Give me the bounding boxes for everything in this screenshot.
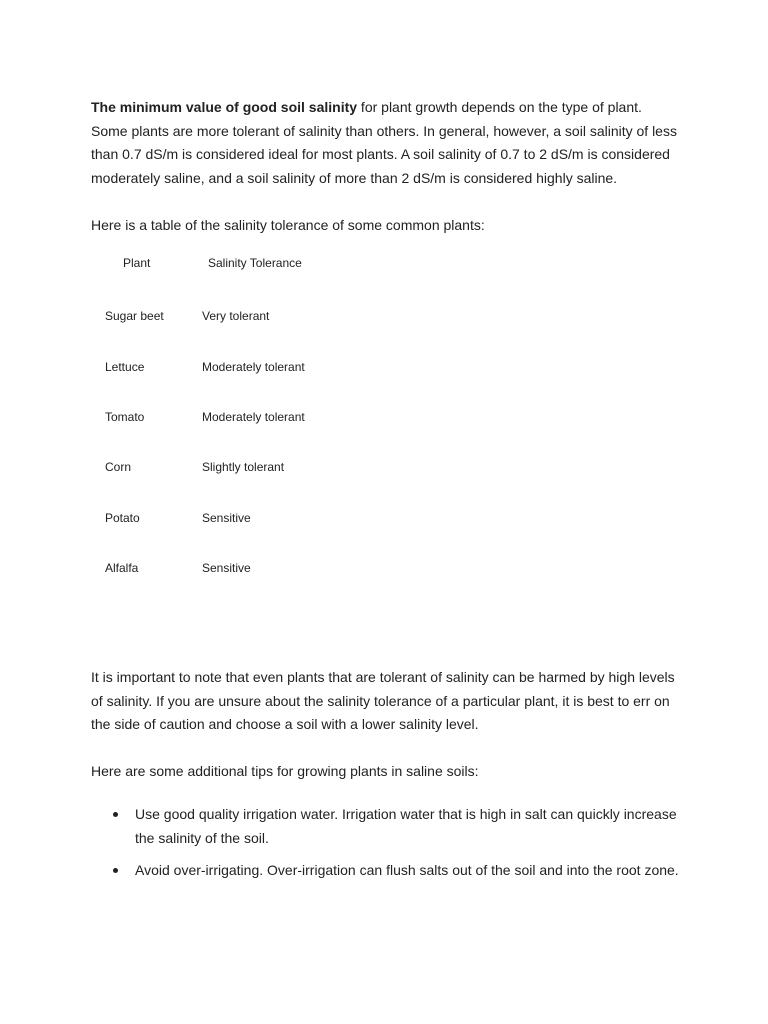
table-cell-plant: Potato (105, 510, 140, 525)
table-cell-tolerance: Moderately tolerant (202, 409, 305, 424)
tips-intro: Here are some additional tips for growing plants in saline soils: (91, 763, 479, 779)
table-cell-plant: Corn (105, 459, 132, 474)
table-cell-tolerance: Sensitive (202, 560, 251, 575)
table-cell-plant: Tomato (105, 409, 145, 424)
table-header-plant: Plant (123, 255, 151, 270)
table-intro: Here is a table of the salinity tolerance of some common plants: (91, 217, 485, 233)
table-cell-plant: Lettuce (105, 359, 145, 374)
intro-bold-lead: The minimum value of good soil salinity (91, 99, 358, 115)
bullet-icon (113, 812, 118, 817)
bullet-icon (113, 868, 118, 873)
intro-paragraph (91, 96, 681, 190)
intro-text: for plant growth depends on the type of plant. Some plants are more tolerant of salinity than others. In general, however, a soil salinity of less than 0.7 dS/m is considered ideal for most plants. A soil salinity of 0.7 to 2 dS/m is considered moderately saline, and a soil salinity of more than 2 dS/m is considered highly saline. (91, 99, 677, 186)
table-cell-tolerance: Slightly tolerant (202, 459, 285, 474)
document-body (91, 96, 681, 878)
tips-list (91, 803, 681, 892)
tip-text: Use good quality irrigation water. Irrigation water that is high in salt can quickly increase the salinity of the soil. (135, 806, 677, 846)
table-cell-tolerance: Sensitive (202, 510, 251, 525)
tip-text: Avoid over-irrigating. Over-irrigation can flush salts out of the soil and into the root zone. (135, 862, 679, 878)
table-header-tolerance: Salinity Tolerance (208, 255, 302, 270)
salinity-table (91, 238, 681, 628)
table-cell-plant: Sugar beet (105, 308, 164, 323)
list-item (91, 803, 681, 850)
note-paragraph: It is important to note that even plants that are tolerant of salinity can be harmed by high levels of salinity. If you are unsure about the salinity tolerance of a particular plant, it is best to err on the side of caution and choose a soil with a lower salinity level. (91, 669, 675, 732)
table-cell-tolerance: Very tolerant (202, 308, 270, 323)
table-cell-plant: Alfalfa (105, 560, 139, 575)
list-item (91, 859, 681, 883)
table-cell-tolerance: Moderately tolerant (202, 359, 305, 374)
